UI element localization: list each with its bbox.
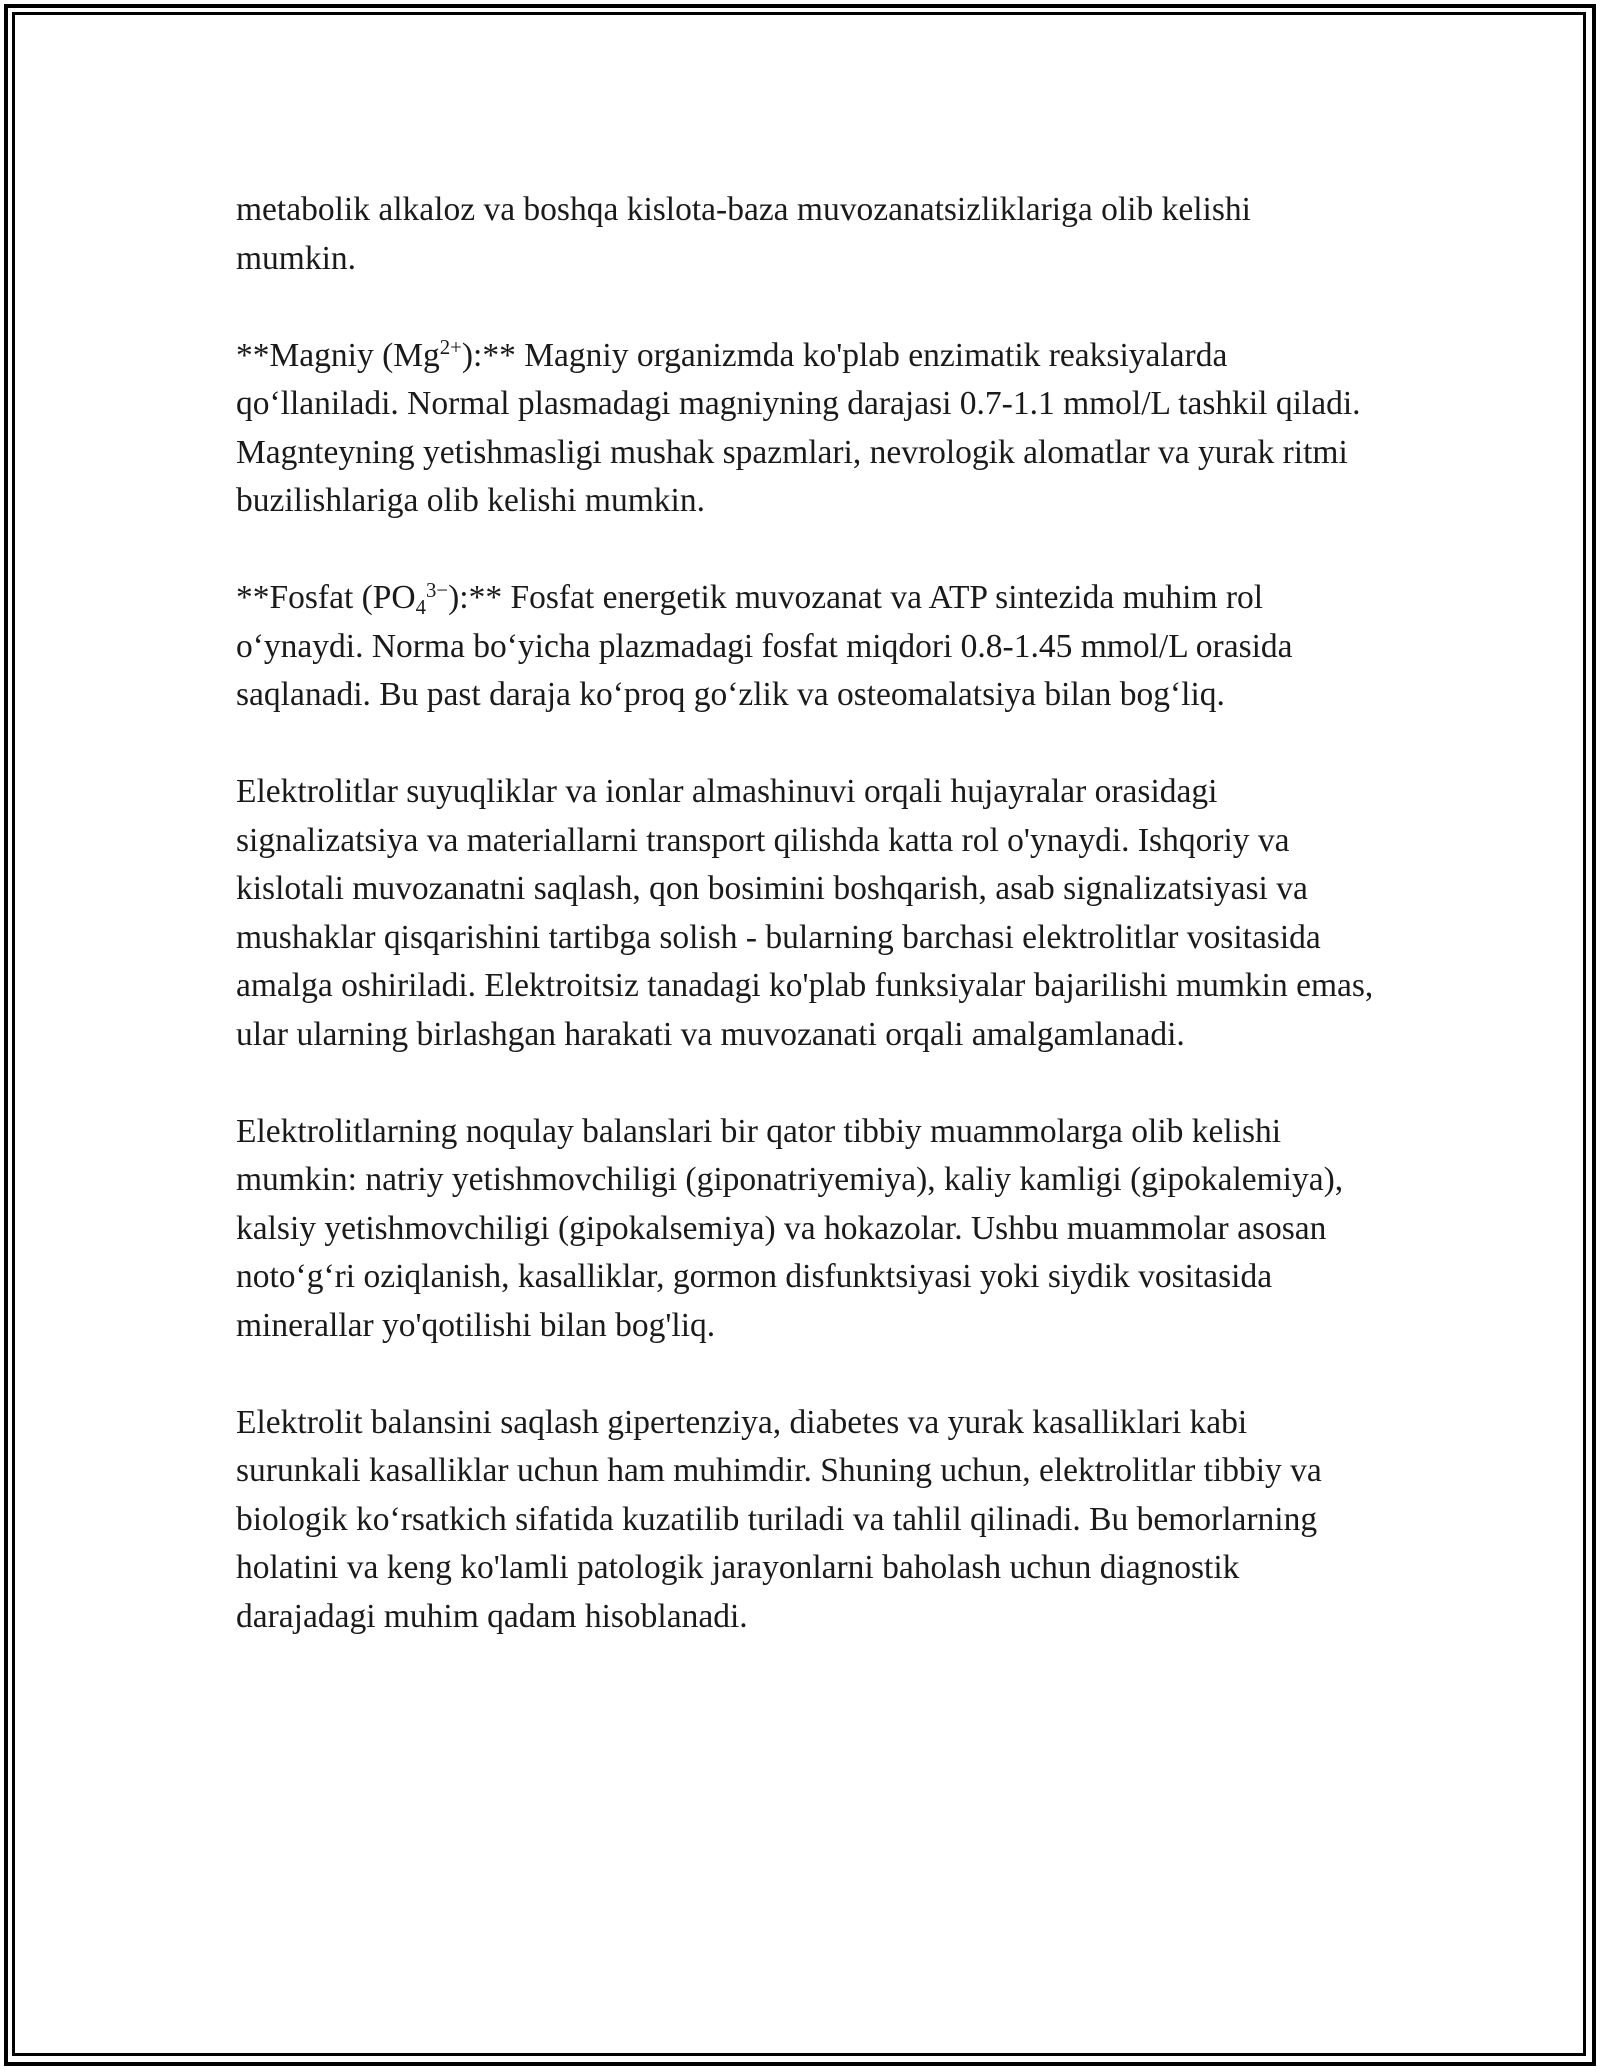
magnesium-charge: 2+ bbox=[439, 336, 462, 360]
magnesium-text: ):** Magniy organizmda ko'plab enzimatik reaksiyalarda qo‘llaniladi. Normal plasmadagi magniyning darajasi 0.7-1.1 mmol/L tashkil qiladi. Magnteyning yetishmasligi mushak spazmlari, nevrologik alomatlar va yurak ritmi buzilishlariga olib kelishi mumkin. bbox=[236, 336, 1361, 519]
phosphate-subscript: 4 bbox=[415, 596, 426, 620]
paragraph-magnesium bbox=[236, 332, 1376, 526]
paragraph-metabolic-alkalosis: metabolik alkaloz va boshqa kislota-baza muvozanatsizliklariga olib kelishi mumkin. bbox=[236, 191, 1251, 277]
document-body bbox=[236, 186, 1376, 1690]
phosphate-lead: **Fosfat (PO bbox=[236, 579, 416, 616]
paragraph-electrolyte-balance: Elektrolit balansini saqlash gipertenziya, diabetes va yurak kasalliklari kabi surunkali kasalliklar uchun ham muhimdir. Shuning uchun, elektrolitlar tibbiy va biologik ko‘rsatkich sifatida kuzatilib turiladi va tahlil qilinadi. Bu bemorlarning holatini va keng ko'lamli patologik jarayonlarni baholash uchun diagnostik darajadagi muhim qadam hisoblanadi. bbox=[236, 1403, 1322, 1635]
phosphate-text: ):** Fosfat energetik muvozanat va ATP sintezida muhim rol o‘ynaydi. Norma bo‘yicha plazmadagi fosfat miqdori 0.8-1.45 mmol/L orasida saqlanadi. Bu past daraja ko‘proq go‘zlik va osteomalatsiya bilan bog‘liq. bbox=[236, 579, 1293, 713]
paragraph-electrolyte-imbalance: Elektrolitlarning noqulay balanslari bir qator tibbiy muammolarga olib kelishi mumkin: natriy yetishmovchiligi (giponatriyemiya), kaliy kamligi (gipokalemiya), kalsiy yetishmovchiligi (gipokalsemiya) va hokazolar. Ushbu muammolar asosan noto‘g‘ri oziqlanish, kasalliklar, gormon disfunktsiyasi yoki siydik vositasida minerallar yo'qotilishi bilan bog'liq. bbox=[236, 1112, 1344, 1344]
paragraph-phosphate bbox=[236, 574, 1376, 720]
magnesium-lead: **Magniy (Mg bbox=[236, 336, 440, 374]
paragraph-electrolyte-roles: Elektrolitlar suyuqliklar va ionlar almashinuvi orqali hujayralar orasidagi signalizatsiya va materiallarni transport qilishda katta rol o'ynaydi. Ishqoriy va kislotali muvozanatni saqlash, qon bosimini boshqarish, asab signalizatsiyasi va mushaklar qisqarishini tartibga solish - bularning barchasi elektrolitlar vositasida amalga oshiriladi. Elektroitsiz tanadagi ko'plab funksiyalar bajarilishi mumkin emas, ular ularning birlashgan harakati va muvozanati orqali amalgamlanadi. bbox=[236, 773, 1374, 1053]
phosphate-charge: 3− bbox=[426, 578, 449, 602]
